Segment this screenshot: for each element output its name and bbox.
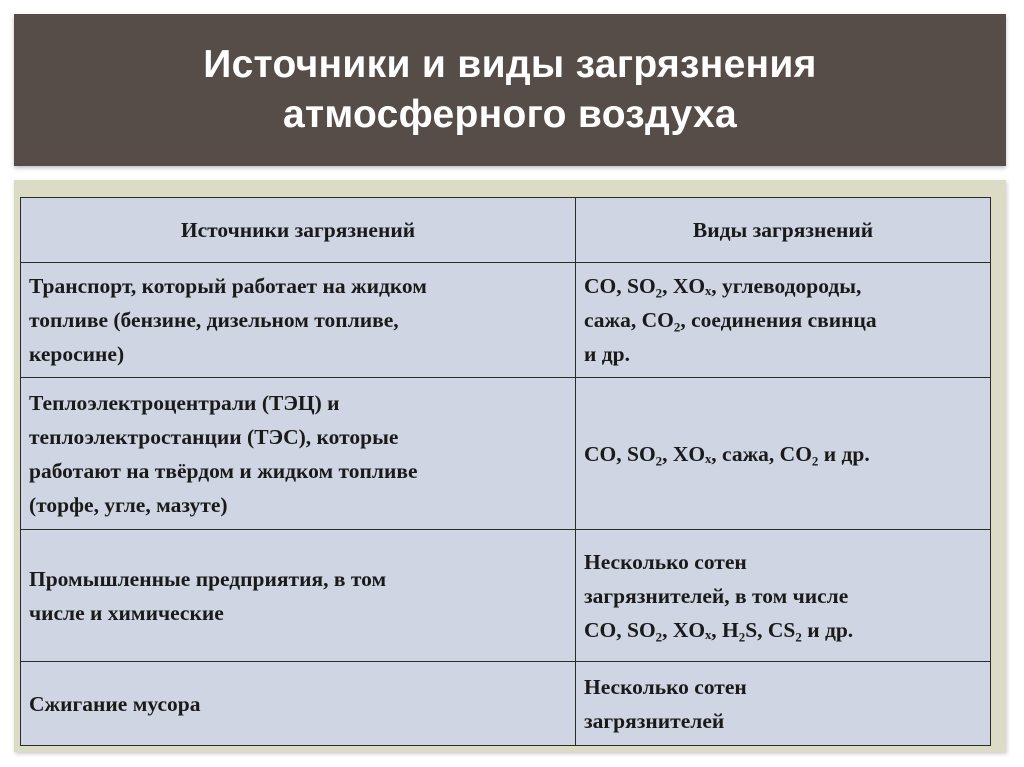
pollutants-line: CO, SO₂, XOₓ, H₂S, CS₂ и др. (584, 617, 854, 642)
slide-title-line-1: Источники и виды загрязнения (203, 43, 817, 86)
pollutants-cell (576, 378, 991, 530)
source-cell (21, 530, 576, 662)
pollutants-line: CO, SO₂, XOₓ, сажа, CO₂ и др. (584, 441, 870, 466)
table-row (21, 263, 991, 378)
pollutants-cell (576, 662, 991, 746)
table-row (21, 530, 991, 662)
slide-title (203, 40, 817, 140)
pollutants-line: и др. (584, 342, 630, 366)
pollutants-line: CO, SO₂, XOₓ, углеводороды, (584, 274, 862, 298)
source-line: топливе (бензине, дизельном топливе, (29, 308, 399, 332)
source-line: (торфе, угле, мазуте) (29, 492, 228, 517)
source-line: числе и химические (29, 600, 224, 625)
table-row (21, 378, 991, 530)
pollutants-line: загрязнителей, в том числе (584, 583, 849, 608)
table-header-row (21, 198, 991, 263)
pollutants-cell (576, 263, 991, 378)
header-pollutant-types: Виды загрязнений (576, 198, 991, 263)
pollutants-cell (576, 530, 991, 662)
source-line: работают на твёрдом и жидком топливе (29, 458, 418, 483)
source-cell (21, 378, 576, 530)
source-line: Сжигание мусора (29, 691, 201, 716)
source-cell (21, 662, 576, 746)
pollutants-line: загрязнителей (584, 708, 725, 733)
source-line: Промышленные предприятия, в том (29, 566, 387, 591)
slide-title-line-2: атмосферного воздуха (283, 93, 737, 136)
pollutants-line: Несколько сотен (584, 674, 747, 699)
pollutants-line: сажа, CO₂, соединения свинца (584, 308, 877, 332)
source-line: Теплоэлектроцентрали (ТЭЦ) и (29, 390, 340, 415)
table-row (21, 662, 991, 746)
title-bar (14, 14, 1006, 166)
header-sources: Источники загрязнений (21, 198, 576, 263)
source-cell (21, 263, 576, 378)
source-line: Транспорт, который работает на жидком (29, 274, 427, 298)
pollutants-line: Несколько сотен (584, 549, 747, 574)
source-line: теплоэлектростанции (ТЭС), которые (29, 424, 399, 449)
pollution-table (20, 197, 991, 746)
pollution-table-container (20, 197, 990, 746)
source-line: керосине) (29, 342, 125, 366)
